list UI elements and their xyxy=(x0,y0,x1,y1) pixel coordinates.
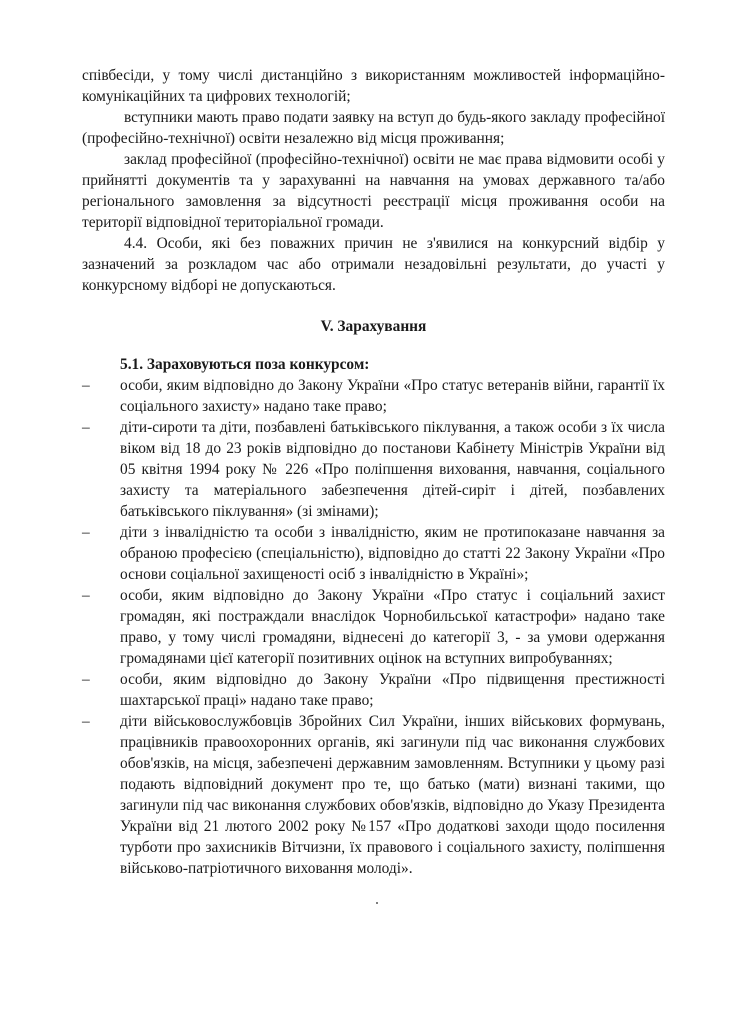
dash-marker: – xyxy=(82,419,90,436)
list-item xyxy=(82,585,665,669)
paragraph-continuation: співбесіди, у тому числі дистанційно з використанням можливостей інформаційно-комунікаційних та цифрових технологій; xyxy=(82,67,665,105)
enrollment-list xyxy=(82,375,665,879)
list-item xyxy=(82,417,665,522)
list-item xyxy=(82,669,665,711)
dash-marker: – xyxy=(82,377,90,394)
list-item-text: особи, яким відповідно до Закону України «Про статус ветеранів війни, гарантії їх соціального захисту» надано таке право; xyxy=(120,377,665,415)
dash-marker: – xyxy=(82,587,90,604)
list-item xyxy=(82,375,665,417)
list-item-text: особи, яким відповідно до Закону України «Про статус і соціальний захист громадян, які постраждали внаслідок Чорнобильської катастрофи» надано таке право, у тому числі громадяни, віднесені до категорії 3, - за умови одержання громадянами цієї категорії позитивних оцінок на вступних випробуваннях; xyxy=(120,587,665,667)
list-item xyxy=(82,522,665,585)
scan-speck xyxy=(376,902,378,904)
dash-marker: – xyxy=(82,713,90,730)
list-item-text: діти-сироти та діти, позбавлені батьківського піклування, а також особи з їх числа віком від 18 до 23 років відповідно до постанови Кабінету Міністрів України від 05 квітня 1994 року № 226 «Про поліпшення виховання, навчання, соціального захисту та матеріального забезпечення дітей-сиріт і дітей, позбавлених батьківського піклування» (зі змінами); xyxy=(120,419,665,520)
dash-marker: – xyxy=(82,671,90,688)
dash-marker: – xyxy=(82,524,90,541)
paragraph-no-refusal: заклад професійної (професійно-технічної) освіти не має права відмовити особі у прийнятті документів та у зарахуванні на навчання на умовах державного та/або регіонального замовлення за відсутності реєстрації місця проживання особи на території відповідної територіальної громади. xyxy=(82,151,665,231)
list-item-text: особи, яким відповідно до Закону України «Про підвищення престижності шахтарської праці» надано таке право; xyxy=(120,671,665,709)
paragraph-4-4: 4.4. Особи, які без поважних причин не з'явилися на конкурсний відбір у зазначений за розкладом час або отримали незадовільні результати, до участі у конкурсному відборі не допускаються. xyxy=(82,235,665,294)
paragraph-right-to-apply: вступники мають право подати заявку на вступ до будь-якого закладу професійної (професійно-технічної) освіти незалежно від місця проживання; xyxy=(82,109,665,147)
section-title: V. Зарахування xyxy=(320,318,427,335)
list-item-text: діти з інвалідністю та особи з інвалідністю, яким не протипоказане навчання за обраною професією (спеціальністю), відповідно до статті 22 Закону України «Про основи соціальної захищеності осіб з інвалідністю в Україні»; xyxy=(120,524,665,583)
list-item-text: діти військовослужбовців Збройних Сил України, інших військових формувань, працівників правоохоронних органів, які загинули під час виконання службових обов'язків, на місця, забезпечені державним замовленням. Вступники у цьому разі подають відповідний документ про те, що батько (мати) визнані такими, що загинули під час виконання службових обов'язків, відповідно до Указу Президента України від 21 лютого 2002 року №157 «Про додаткові заходи щодо посилення турботи про захисників Вітчизни, їх правового і соціального захисту, поліпшення військово-патріотичного виховання молоді». xyxy=(120,713,665,877)
subsection-title: 5.1. Зараховуються поза конкурсом: xyxy=(120,356,370,373)
list-item xyxy=(82,711,665,879)
